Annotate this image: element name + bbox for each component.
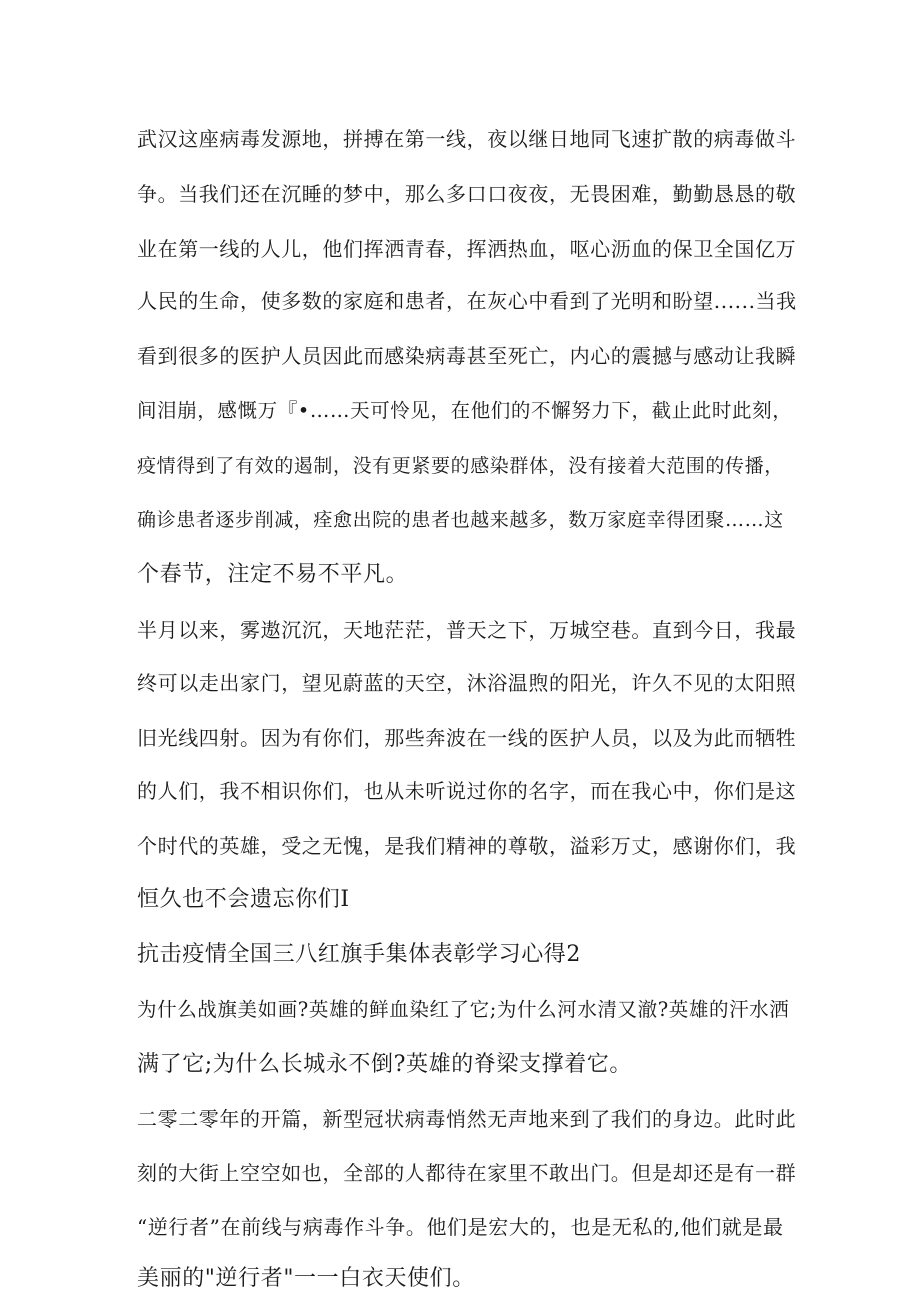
text-line: 武汉这座病毒发源地，拼搏在第一线，夜以继日地同飞速扩散的病毒做斗 bbox=[137, 127, 797, 151]
text-line: 间泪崩，感慨万『•……天可怜见，在他们的不懈努力下，截止此时此刻， bbox=[137, 399, 793, 422]
text-line: 争。当我们还在沉睡的梦中，那么多口口夜夜，无畏困难，勤勤恳恳的敬 bbox=[137, 182, 797, 206]
text-line: 个时代的英雄，受之无愧，是我们精神的尊敬，溢彩万丈，感谢你们，我 bbox=[137, 834, 797, 858]
text-line: “逆行者”在前线与病毒作斗争。他们是宏大的，也是无私的,他们就是最 bbox=[137, 1215, 784, 1239]
text-line: 终可以走出家门，望见蔚蓝的天空，沐浴温煦的阳光，许久不见的太阳照 bbox=[137, 671, 797, 695]
text-line: 美丽的"逆行者"一一白衣天使们。 bbox=[137, 1266, 475, 1291]
section-heading: 抗击疫情全国三八红旗手集体表彰学习心得2 bbox=[137, 942, 581, 967]
text-line: 确诊患者逐步削减，痊愈出院的患者也越来越多，数万家庭幸得团聚……这 bbox=[137, 509, 784, 531]
text-line: 旧光线四射。因为有你们，那些奔波在一线的医护人员，以及为此而牺牲 bbox=[137, 726, 797, 750]
text-line: 业在第一线的人儿，他们挥洒青春，挥洒热血，呕心沥血的保卫全国亿万 bbox=[137, 237, 797, 261]
text-line: 人民的生命，使多数的家庭和患者，在灰心中看到了光明和盼望......当我 bbox=[137, 289, 797, 313]
text-line: 为什么战旗美如画?英雄的鲜血染红了它;为什么河水清又澈?英雄的汗水洒 bbox=[137, 998, 790, 1021]
text-line: 恒久也不会遗忘你们I bbox=[137, 887, 350, 912]
text-line: 刻的大街上空空如也，全部的人都待在家里不敢出门。但是却还是有一群 bbox=[137, 1161, 797, 1185]
text-line: 疫情得到了有效的遏制，没有更紧要的感染群体，没有接着大范围的传播， bbox=[137, 455, 784, 477]
text-line: 二零二零年的开篇，新型冠状病毒悄然无声地来到了我们的身边。此时此 bbox=[137, 1107, 797, 1131]
text-line: 的人们，我不相识你们，也从未听说过你的名字，而在我心中，你们是这 bbox=[137, 779, 797, 803]
text-line: 半月以来，雾遨沉沉，天地茫茫，普天之下，万城空巷。直到今日，我最 bbox=[137, 618, 797, 642]
text-line: 看到很多的医护人员因此而感染病毒甚至死亡，内心的震撼与感动让我瞬 bbox=[137, 344, 797, 368]
text-line: 满了它;为什么长城永不倒?英雄的脊梁支撑着它。 bbox=[137, 1052, 633, 1077]
text-line: 个春节，注定不易不平凡。 bbox=[137, 562, 409, 587]
